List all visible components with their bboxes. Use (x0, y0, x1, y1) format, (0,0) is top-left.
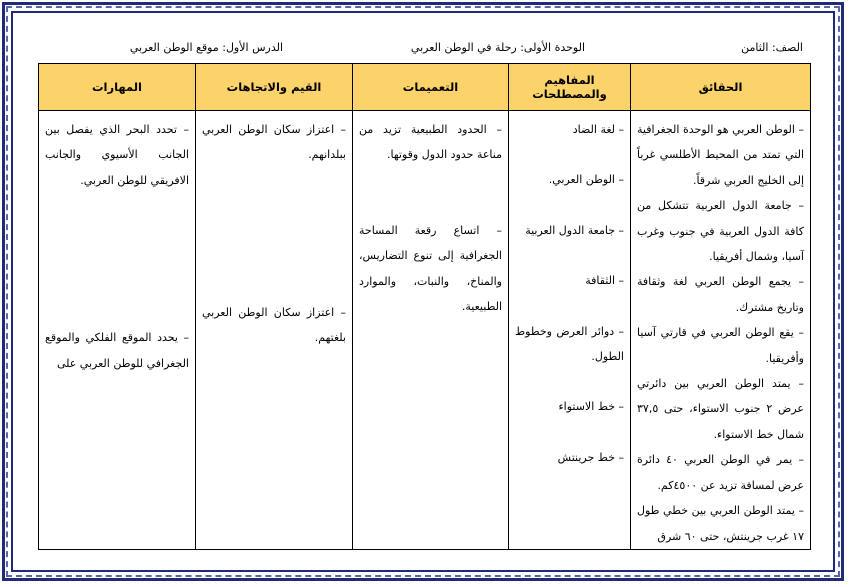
fact-item: – يقع الوطن العربي في قارتي آسيا وأفريقيا. (637, 326, 804, 365)
concept-item: – الثقافة (585, 274, 624, 288)
concept-item: – جامعة الدول العربية (525, 223, 624, 237)
lesson-header (38, 41, 810, 59)
column-header-skills: المهارات (39, 64, 196, 111)
column-header-values: القيم والاتجاهات (196, 64, 353, 111)
fact-item: – يجمع الوطن العربي لغة وثقافة وتاريخ مشترك. (637, 275, 804, 314)
values-cell (196, 111, 353, 550)
concepts-cell (509, 111, 631, 550)
unit-label: الوحدة الأولى: رحلة في الوطن العربي (410, 41, 585, 54)
grade-label: الصف: الثامن (741, 41, 803, 54)
column-header-generalizations: التعميمات (353, 64, 509, 111)
fact-item: – يمتد الوطن العربي بين دائرتي عرض ٢ جنوب الاستواء، حتى ٣٧,٥ شمال خط الاستواء. (637, 377, 804, 441)
fact-item: – يمر في الوطن العربي ٤٠ دائرة عرض لمسافة تزيد عن ٤٥٠٠كم. (637, 453, 804, 492)
generalization-item: – الحدود الطبيعية تزيد من مناعة حدود الدول وقوتها. (359, 123, 502, 162)
column-header-facts: الحقائق (631, 64, 811, 111)
skill-item: – يحدد الموقع الفلكي والموقع الجغرافي للوطن العربي على (45, 331, 189, 370)
fact-item: – جامعة الدول العربية تتشكل من كافة الدول العربية في جنوب وغرب آسيا، وشمال أفريقيا. (637, 199, 804, 264)
concept-item: – دوائر العرض وخطوط الطول. (515, 324, 624, 364)
table-row (39, 111, 811, 550)
skill-item: – تحدد البحر الذي يفصل بين الجانب الأسيوي والجانب الافريقي للوطن العربي. (45, 123, 189, 187)
content-analysis-table (38, 63, 811, 550)
value-item: – اعتزاز سكان الوطن العربي بلغتهم. (202, 305, 346, 345)
concept-item: – خط الاستواء (558, 400, 624, 414)
value-item: – اعتزاز سكان الوطن العربي ببلدانهم. (202, 123, 346, 162)
fact-item: – يمتد الوطن العربي بين خطي طول ١٧ غرب جرينتش، حتى ٦٠ شرق (637, 504, 804, 543)
table-header-row (39, 64, 811, 111)
lesson-label: الدرس الأول: موقع الوطن العربي (129, 41, 283, 54)
fact-item: – الوطن العربي هو الوحدة الجغرافية التي تمتد من المحيط الأطلسي غرباً إلى الخليج العربي شرقاً. (637, 123, 804, 187)
facts-cell (631, 111, 811, 550)
generalization-item: – اتساع رقعة المساحة الجغرافية إلى تنوع التضاريس، والمناخ، والنبات، والموارد الطبيعية. (359, 223, 502, 314)
generalizations-cell (353, 111, 509, 550)
concept-item: – لغة الضاد (572, 123, 624, 136)
concept-item: – الوطن العربي. (548, 173, 624, 187)
skills-cell (39, 111, 196, 550)
column-header-concepts: المفاهيم والمصطلحات (509, 64, 631, 111)
concept-item: – خط جرينتش (557, 450, 624, 464)
